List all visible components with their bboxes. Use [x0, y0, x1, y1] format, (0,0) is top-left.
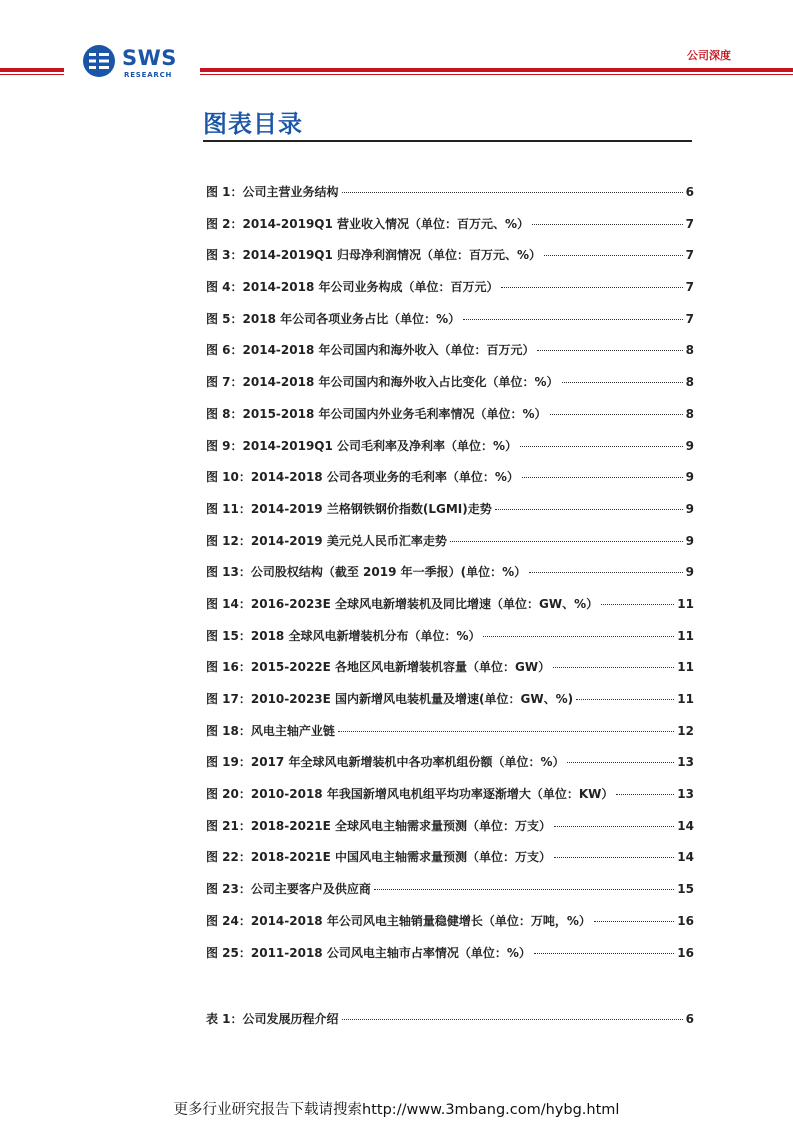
toc-entry-page: 9 [685, 565, 694, 580]
toc-entry-label: 图 17：2010-2023E 国内新增风电装机量及增速(单位：GW、%) [206, 692, 574, 706]
toc-entry-page: 9 [685, 533, 694, 548]
toc-entry[interactable] [206, 532, 694, 564]
toc-entry[interactable] [206, 500, 694, 532]
toc-entry[interactable] [206, 405, 694, 437]
toc-entry[interactable] [206, 912, 694, 944]
sws-logo-icon [82, 44, 116, 78]
toc-entry-page: 11 [677, 628, 694, 643]
toc-leader-dots [567, 762, 674, 763]
toc-leader-dots [522, 477, 683, 478]
toc-entry-page: 14 [677, 818, 694, 833]
toc-leader-dots [534, 953, 674, 954]
table-list [206, 1010, 694, 1042]
toc-entry-label: 图 22：2018-2021E 中国风电主轴需求量预测（单位：万支） [206, 850, 552, 865]
toc-leader-dots [450, 541, 683, 542]
toc-entry[interactable] [206, 246, 694, 278]
toc-entry-page: 8 [685, 375, 694, 390]
toc-entry-page: 9 [685, 438, 694, 453]
toc-entry[interactable] [206, 658, 694, 690]
toc-leader-dots [544, 255, 683, 256]
toc-entry[interactable] [206, 595, 694, 627]
toc-entry[interactable] [206, 215, 694, 247]
toc-entry-page: 9 [685, 501, 694, 516]
toc-entry-label: 图 24：2014-2018 年公司风电主轴销量稳健增长（单位：万吨，%） [206, 913, 591, 928]
logo-text: SWS [122, 46, 177, 70]
toc-entry[interactable] [206, 785, 694, 817]
toc-entry-page: 14 [677, 850, 694, 865]
toc-entry-label: 图 9：2014-2019Q1 公司毛利率及净利率（单位：%） [206, 438, 518, 453]
toc-leader-dots [554, 826, 674, 827]
toc-leader-dots [501, 287, 682, 288]
toc-entry-label: 图 21：2018-2021E 全球风电主轴需求量预测（单位：万支） [206, 818, 552, 833]
toc-entry[interactable] [206, 468, 694, 500]
toc-entry-label: 图 6：2014-2018 年公司国内和海外收入（单位：百万元） [206, 343, 535, 358]
toc-entry-label: 图 13：公司股权结构（截至 2019 年一季报）(单位：%） [206, 565, 527, 580]
toc-entry[interactable] [206, 437, 694, 469]
toc-entry-page: 11 [677, 692, 694, 706]
toc-leader-dots [532, 224, 683, 225]
toc-entry-label: 图 23：公司主要客户及供应商 [206, 882, 371, 897]
toc-leader-dots [594, 921, 674, 922]
toc-entry[interactable] [206, 753, 694, 785]
toc-leader-dots [529, 572, 683, 573]
toc-entry-label: 图 10：2014-2018 公司各项业务的毛利率（单位：%） [206, 470, 519, 485]
toc-entry-label: 图 19：2017 年全球风电新增装机中各功率机组份额（单位：%） [206, 755, 565, 770]
toc-entry-label: 图 4：2014-2018 年公司业务构成（单位：百万元） [206, 280, 499, 295]
toc-leader-dots [520, 446, 683, 447]
toc-entry[interactable] [206, 880, 694, 912]
company-logo [82, 44, 192, 82]
toc-entry-page: 7 [685, 280, 694, 295]
toc-leader-dots [483, 636, 674, 637]
toc-entry[interactable] [206, 848, 694, 880]
toc-entry[interactable] [206, 1010, 694, 1042]
toc-entry-page: 9 [685, 470, 694, 485]
toc-entry-page: 16 [677, 913, 694, 928]
toc-entry-page: 13 [677, 755, 694, 770]
toc-entry-page: 8 [685, 343, 694, 358]
footer-note: 更多行业研究报告下载请搜索http://www.3mbang.com/hybg.html [173, 1102, 620, 1118]
section-title: 图表目录 [203, 110, 303, 138]
toc-leader-dots [562, 382, 683, 383]
header-rule-left-thin [0, 74, 64, 75]
toc-entry-page: 11 [677, 660, 694, 675]
toc-entry-label: 图 5：2018 年公司各项业务占比（单位：%） [206, 311, 461, 326]
toc-entry[interactable] [206, 817, 694, 849]
toc-entry-label: 图 12：2014-2019 美元兑人民币汇率走势 [206, 533, 447, 548]
toc-entry-label: 图 11：2014-2019 兰格钢铁钢价指数(LGMI)走势 [206, 501, 492, 516]
toc-entry-label: 图 2：2014-2019Q1 营业收入情况（单位：百万元、%） [206, 216, 530, 231]
toc-leader-dots [554, 857, 674, 858]
toc-entry[interactable] [206, 373, 694, 405]
toc-entry-page: 6 [685, 185, 694, 199]
toc-leader-dots [616, 794, 674, 795]
toc-leader-dots [338, 731, 674, 732]
toc-entry-label: 图 14：2016-2023E 全球风电新增装机及同比增速（单位：GW、%） [206, 596, 599, 611]
header-rule-right-thin [200, 74, 793, 75]
toc-entry-label: 图 3：2014-2019Q1 归母净利润情况（单位：百万元、%） [206, 248, 542, 263]
toc-entry[interactable] [206, 563, 694, 595]
toc-leader-dots [342, 1019, 683, 1020]
toc-entry[interactable] [206, 627, 694, 659]
toc-leader-dots [553, 667, 674, 668]
toc-entry-page: 7 [685, 311, 694, 326]
header-rule-right [200, 68, 793, 72]
toc-entry-page: 16 [677, 945, 694, 960]
toc-entry-label: 图 15：2018 全球风电新增装机分布（单位：%） [206, 628, 481, 643]
toc-entry-page: 13 [677, 787, 694, 802]
toc-leader-dots [342, 192, 683, 193]
report-type-label: 公司深度 [687, 49, 731, 62]
toc-entry-label: 图 18：风电主轴产业链 [206, 723, 335, 738]
toc-entry[interactable] [206, 183, 694, 215]
toc-leader-dots [463, 319, 683, 320]
toc-entry-label: 图 25：2011-2018 公司风电主轴市占率情况（单位：%） [206, 945, 531, 960]
toc-entry-label: 图 1：公司主营业务结构 [206, 185, 339, 199]
title-divider [203, 140, 692, 142]
toc-leader-dots [601, 604, 674, 605]
toc-leader-dots [550, 414, 683, 415]
toc-entry-page: 6 [685, 1012, 694, 1026]
toc-entry-label: 图 16：2015-2022E 各地区风电新增装机容量（单位：GW） [206, 660, 551, 675]
figure-list [206, 183, 694, 975]
toc-entry[interactable] [206, 722, 694, 754]
toc-entry-page: 8 [685, 406, 694, 421]
logo-subtext: RESEARCH [124, 71, 173, 79]
toc-entry-label: 表 1：公司发展历程介绍 [206, 1012, 339, 1026]
toc-leader-dots [374, 889, 674, 890]
toc-leader-dots [495, 509, 683, 510]
toc-leader-dots [576, 699, 674, 700]
toc-entry[interactable] [206, 310, 694, 342]
toc-entry-page: 12 [677, 723, 694, 738]
toc-entry-page: 15 [677, 882, 694, 897]
toc-entry[interactable] [206, 278, 694, 310]
toc-entry-label: 图 8：2015-2018 年公司国内外业务毛利率情况（单位：%） [206, 406, 547, 421]
toc-entry-page: 7 [685, 216, 694, 231]
toc-entry-page: 7 [685, 248, 694, 263]
toc-entry[interactable] [206, 690, 694, 722]
toc-entry[interactable] [206, 341, 694, 373]
toc-entry[interactable] [206, 944, 694, 976]
toc-entry-label: 图 20：2010-2018 年我国新增风电机组平均功率逐渐增大（单位：KW） [206, 787, 614, 802]
header-rule-left [0, 68, 64, 72]
toc-entry-label: 图 7：2014-2018 年公司国内和海外收入占比变化（单位：%） [206, 375, 559, 390]
toc-leader-dots [537, 350, 682, 351]
toc-entry-page: 11 [677, 596, 694, 611]
